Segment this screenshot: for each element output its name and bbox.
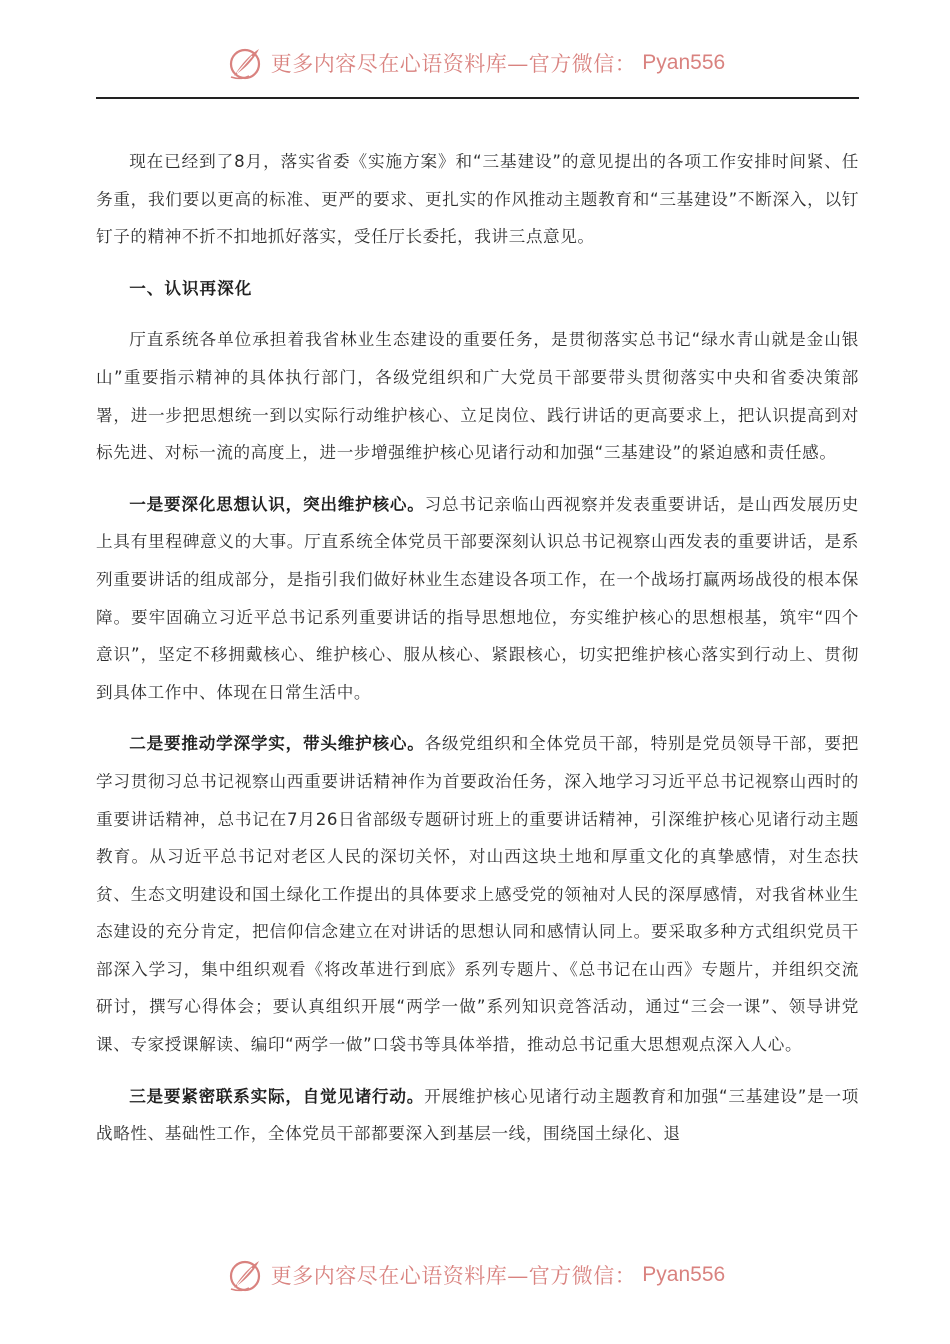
page-header xyxy=(0,40,950,86)
page-footer xyxy=(0,1252,950,1298)
quill-logo-icon xyxy=(225,1255,265,1295)
footer-wechat-id: Pyan556 xyxy=(642,1263,726,1286)
paragraph-section-intro: 厅直系统各单位承担着我省林业生态建设的重要任务，是贯彻落实总书记“绿水青山就是金山银山”重要指示精神的具体执行部门，各级党组织和广大党员干部要带头贯彻落实中央和省委决策部署，进一步把思想统一到以实际行动维护核心、立足岗位、践行讲话的更高要求上，把认识提高到对标先进、对标一流的高度上，进一步增强维护核心见诸行动和加强“三基建设”的紧迫感和责任感。 xyxy=(96,330,859,463)
footer-brand xyxy=(225,1255,725,1295)
point-one-text: 习总书记亲临山西视察并发表重要讲话，是山西发展历史上具有里程碑意义的大事。厅直系统全体党员干部要深刻认识总书记视察山西发表的重要讲话，是系列重要讲话的组成部分，是指引我们做好林业生态建设各项工作，在一个战场打赢两场战役的根本保障。要牢固确立习近平总书记系列重要讲话的指导思想地位，夯实维护核心的思想根基，筑牢“四个意识”，坚定不移拥戴核心、维护核心、服从核心、紧跟核心，切实把维护核心落实到行动上、贯彻到具体工作中、体现在日常生活中。 xyxy=(96,494,860,702)
paragraph-point-two xyxy=(96,725,859,1063)
header-brand xyxy=(225,43,725,83)
paragraph-point-three xyxy=(96,1078,859,1153)
paragraph-intro: 现在已经到了8月，落实省委《实施方案》和“三基建设”的意见提出的各项工作安排时间紧、任务重，我们要以更高的标准、更严的要求、更扎实的作风推动主题教育和“三基建设”不断深入，以钉钉子的精神不折不扣地抓好落实，受任厅长委托，我讲三点意见。 xyxy=(96,152,859,247)
quill-logo-icon xyxy=(225,43,265,83)
point-one-lead: 一是要深化思想认识，突出维护核心。 xyxy=(129,494,425,514)
point-three-text: 开展维护核心见诸行动主题教育和加强“三基建设”是一项战略性、基础性工作，全体党员干部都要深入到基层一线，围绕国土绿化、退 xyxy=(96,1086,860,1144)
header-wechat-id: Pyan556 xyxy=(642,51,726,74)
point-two-lead: 二是要推动学深学实，带头维护核心。 xyxy=(129,734,425,754)
point-three-lead: 三是要紧密联系实际，自觉见诸行动。 xyxy=(129,1086,425,1106)
paragraph-point-one xyxy=(96,486,859,712)
header-divider xyxy=(96,97,859,99)
point-two-text: 各级党组织和全体党员干部，特别是党员领导干部，要把学习贯彻习总书记视察山西重要讲话精神作为首要政治任务，深入地学习习近平总书记视察山西时的重要讲话精神，总书记在7月26日省部级专题研讨班上的重要讲话精神，引深维护核心见诸行动主题教育。从习近平总书记对老区人民的深切关怀，对山西这块土地和厚重文化的真挚感情，对生态扶贫、生态文明建设和国土绿化工作提出的具体要求上感受党的领袖对人民的深厚感情，对我省林业生态建设的充分肯定，把信仰信念建立在对讲话的思想认同和感情认同上。要采取多种方式组织党员干部深入学习，集中组织观看《将改革进行到底》系列专题片、《总书记在山西》专题片，并组织交流研讨，撰写心得体会；要认真组织开展“两学一做”系列知识竞答活动，通过“三会一课”、领导讲党课、专家授课解读、编印“两学一做”口袋书等具体举措，推动总书记重大思想观点深入人心。 xyxy=(96,734,860,1055)
header-brand-text: 更多内容尽在心语资料库—官方微信： xyxy=(270,52,637,76)
document-body xyxy=(96,143,859,1167)
section-heading: 一、认识再深化 xyxy=(129,278,253,298)
footer-brand-text: 更多内容尽在心语资料库—官方微信： xyxy=(270,1264,637,1288)
